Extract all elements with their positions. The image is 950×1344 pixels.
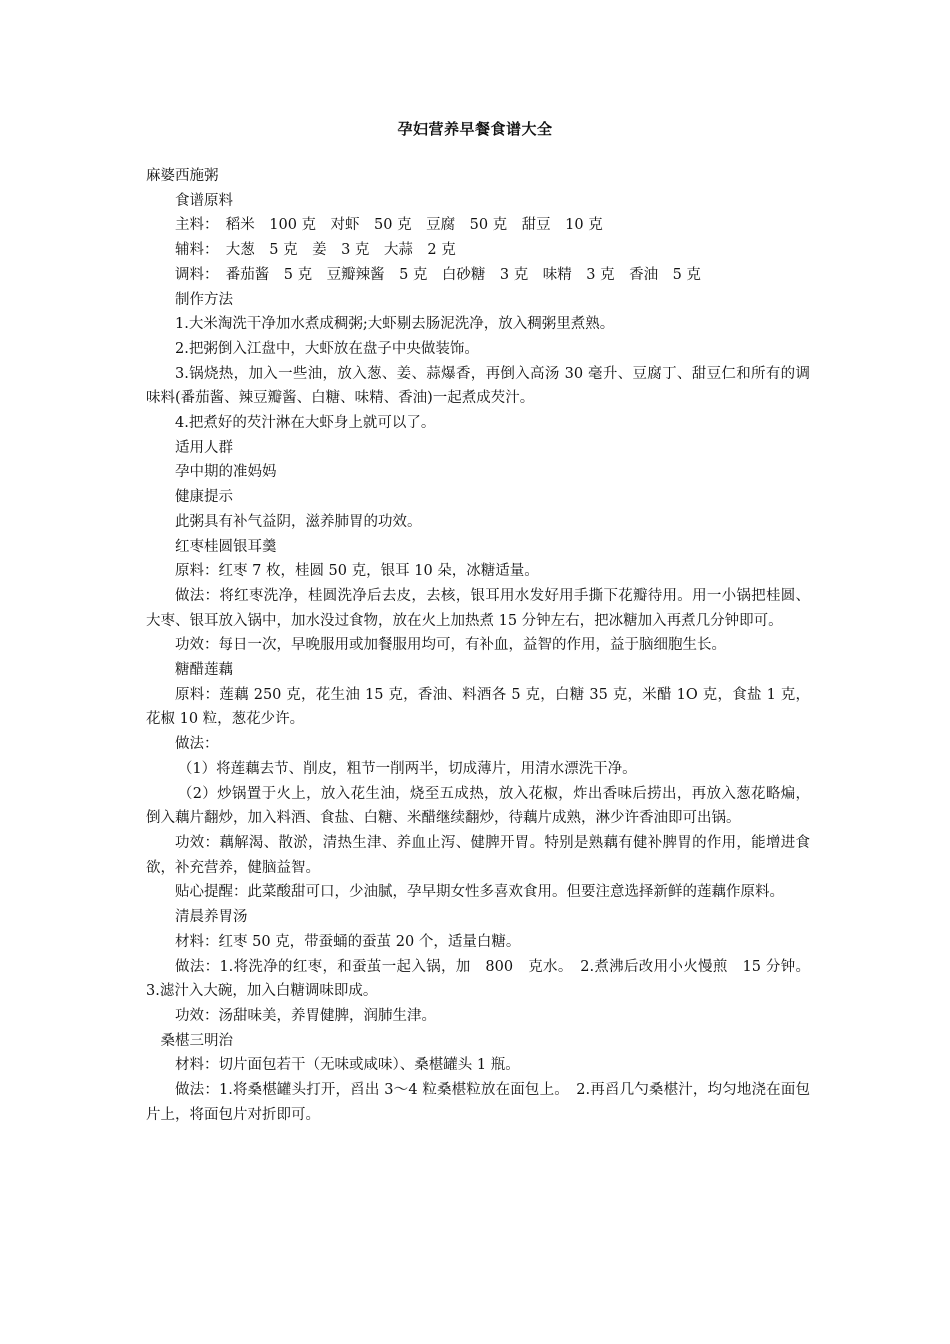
paragraph: 主料： 稻米 100 克 对虾 50 克 豆腐 50 克 甜豆 10 克	[175, 217, 603, 234]
paragraph: 红枣桂圆银耳羹	[175, 538, 277, 555]
paragraph: 孕中期的准妈妈	[175, 464, 277, 481]
paragraph: 辅料： 大葱 5 克 姜 3 克 大蒜 2 克	[175, 242, 456, 259]
paragraph: 材料：红枣 50 克，带蚕蛹的蚕茧 20 个，适量白糖。	[175, 933, 521, 950]
paragraph: 做法：将红枣洗净，桂圆洗净后去皮，去核，银耳用水发好用手撕下花瓣待用。用一小锅把桂圆、大枣、银耳放入锅中，加水没过食物，放在火上加热煮 15 分钟左右，把冰糖加入再煮几分钟即可。	[146, 587, 810, 629]
paragraph: 清晨养胃汤	[175, 909, 248, 926]
paragraph: 健康提示	[175, 489, 233, 506]
paragraph: 麻婆西施粥	[146, 168, 219, 184]
paragraph: 功效：每日一次，早晚服用或加餐服用均可，有补血，益智的作用，益于脑细胞生长。	[175, 637, 726, 654]
paragraph: 适用人群	[175, 439, 233, 456]
paragraph: 功效：藕解渴、散淤，清热生津、养血止泻、健脾开胃。特别是熟藕有健补脾胃的作用，能增进食欲，补充营养，健脑益智。	[146, 834, 810, 876]
paragraph: 1.大米淘洗干净加水煮成稠粥;大虾剔去肠泥洗净，放入稠粥里煮熟。	[175, 316, 615, 333]
page-title: 孕妇营养早餐食谱大全	[397, 120, 553, 138]
paragraph: 功效：汤甜味美，养胃健脾，润肺生津。	[175, 1007, 436, 1024]
paragraph: 调料： 番茄酱 5 克 豆瓣辣酱 5 克 白砂糖 3 克 味精 3 克 香油 5 克	[175, 266, 701, 283]
paragraph: 原料：莲藕 250 克，花生油 15 克，香油、料酒各 5 克，白糖 35 克，米醋 1O 克，食盐 1 克，花椒 10 粒，葱花少许。	[146, 686, 810, 728]
paragraph: 做法：1.将洗净的红枣，和蚕茧一起入锅，加 800 克水。 2.煮沸后改用小火慢煎 15 分钟。3.滤汁入大碗，加入白糖调味即成。	[146, 958, 810, 1000]
paragraph: 此粥具有补气益阴，滋养肺胃的功效。	[175, 513, 422, 530]
paragraph: 4.把煮好的芡汁淋在大虾身上就可以了。	[175, 415, 436, 432]
paragraph: 做法：1.将桑椹罐头打开，舀出 3～4 粒桑椹粒放在面包上。 2.再舀几勺桑椹汁，均匀地浇在面包片上，将面包片对折即可。	[146, 1082, 810, 1123]
paragraph: 贴心提醒：此菜酸甜可口，少油腻，孕早期女性多喜欢食用。但要注意选择新鲜的莲藕作原料。	[175, 884, 784, 901]
document-body	[146, 164, 810, 1127]
paragraph: 2.把粥倒入江盘中，大虾放在盘子中央做装饰。	[175, 340, 479, 357]
paragraph: 食谱原料	[175, 192, 233, 209]
paragraph: 材料：切片面包若干（无味或咸味）、桑椹罐头 1 瓶。	[175, 1057, 520, 1074]
paragraph: （1）将莲藕去节、削皮，粗节一削两半，切成薄片，用清水漂洗干净。	[177, 760, 637, 777]
paragraph: 制作方法	[175, 291, 233, 308]
paragraph: 糖醋莲藕	[175, 662, 233, 679]
paragraph: 桑椹三明治	[160, 1032, 233, 1049]
paragraph: 做法：	[175, 736, 219, 753]
paragraph: 原料：红枣 7 枚，桂圆 50 克，银耳 10 朵，冰糖适量。	[175, 563, 539, 580]
paragraph: 3.锅烧热，加入一些油，放入葱、姜、蒜爆香，再倒入高汤 30 毫升、豆腐丁、甜豆仁和所有的调味料(番茄酱、辣豆瓣酱、白糖、味精、香油)一起煮成芡汁。	[146, 365, 810, 407]
paragraph: （2）炒锅置于火上，放入花生油，烧至五成热，放入花椒，炸出香味后捞出，再放入葱花略煸，倒入藕片翻炒，加入料酒、食盐、白糖、米醋继续翻炒，待藕片成熟，淋少许香油即可出锅。	[146, 785, 810, 827]
